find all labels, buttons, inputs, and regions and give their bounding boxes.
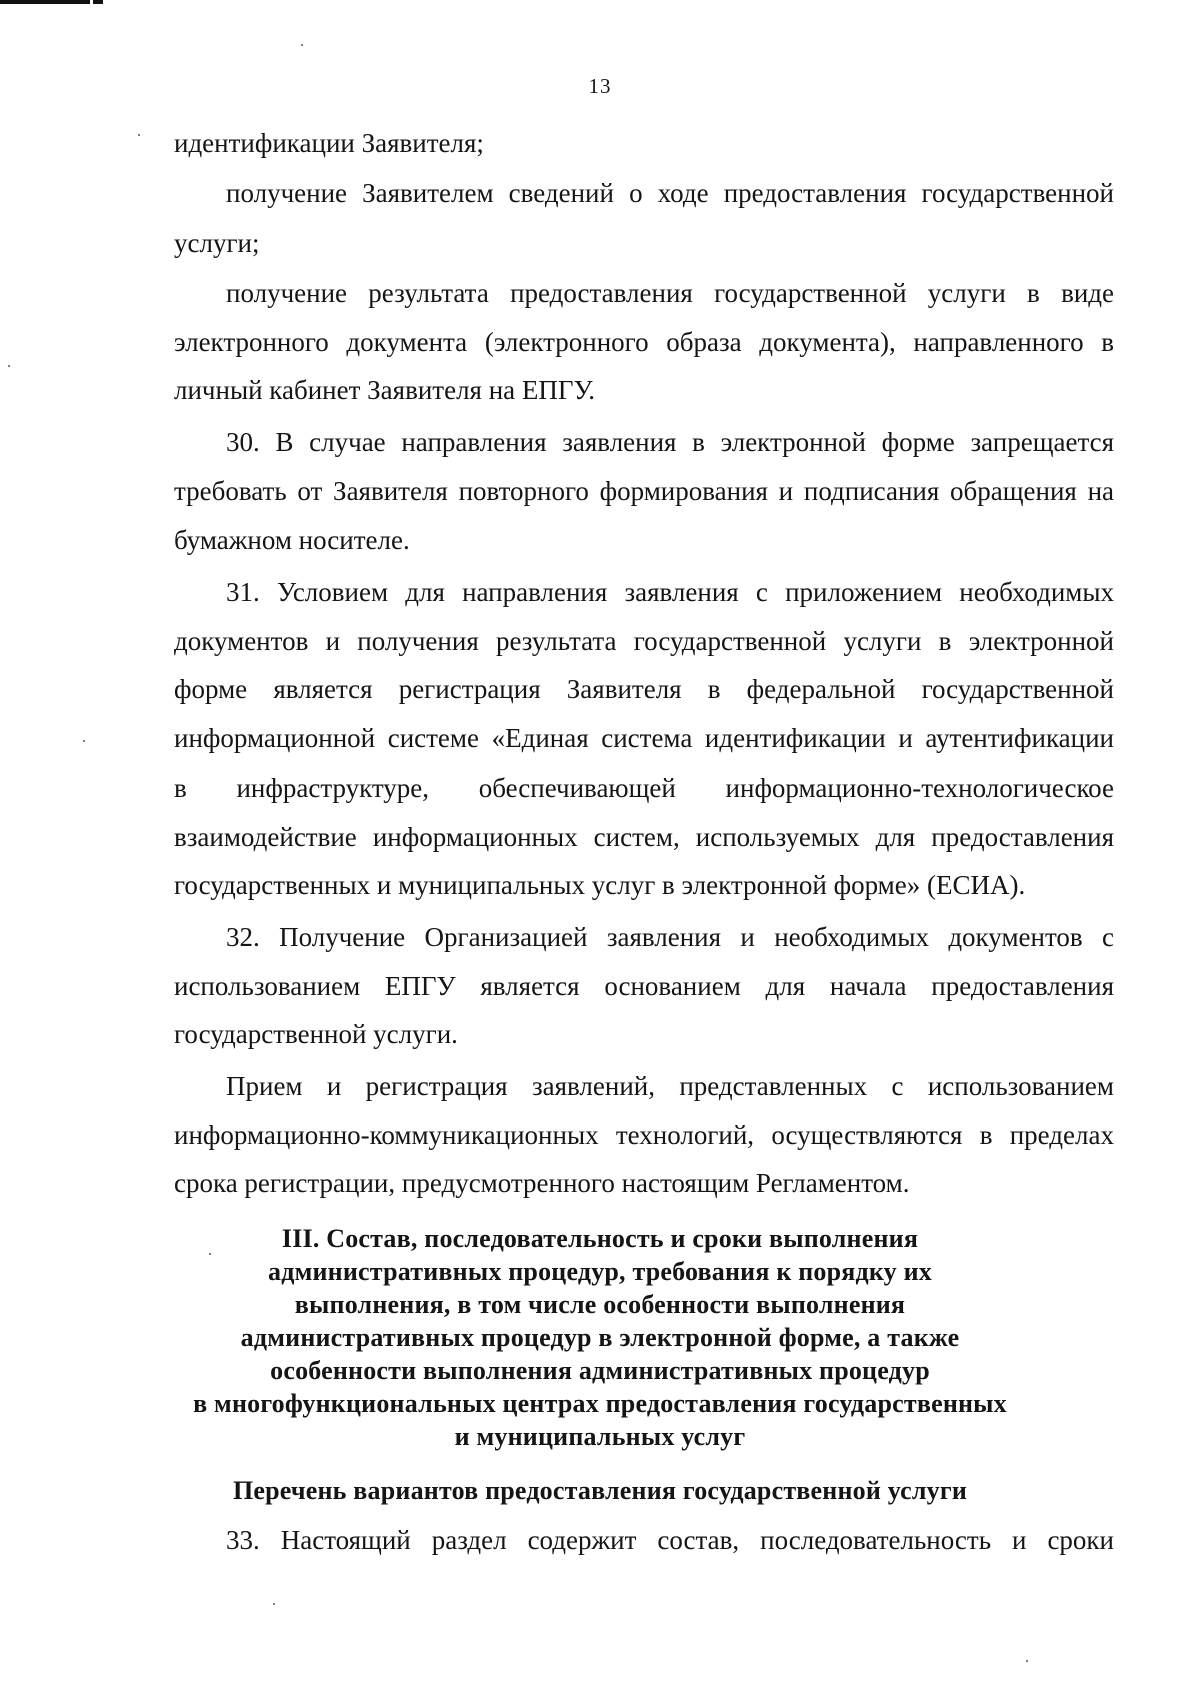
text-line: 33. Настоящий раздел содержит состав, последовательность и сроки [226,1525,1114,1555]
section-heading-line: административных процедур, требования к порядку их [268,1257,932,1286]
section-heading-line: и муниципальных услуг [454,1422,746,1451]
section-heading-line: особенности выполнения административных процедур [270,1356,930,1385]
section-heading-line: административных процедур в электронной форме, а также [240,1323,960,1352]
scan-speck [209,1253,211,1255]
text-line: получение результата предоставления государственной услуги в виде [226,278,1114,308]
text-line: 31. Условием для направления заявления с приложением необходимых [226,577,1114,607]
text-line: Прием и регистрация заявлений, представленных с использованием [226,1071,1114,1101]
text-line: услуги; [174,228,260,258]
scan-speck [1026,1660,1028,1662]
text-line: информационно-коммуникационных технологий, осуществляются в пределах [174,1120,1114,1150]
text-line: 30. В случае направления заявления в электронной форме запрещается [226,427,1114,457]
text-line: электронного документа (электронного образа документа), направленного в [174,327,1114,357]
scan-speck [83,740,85,742]
scan-speck [138,134,140,136]
scan-edge-mark [0,0,90,4]
text-line: форме является регистрация Заявителя в федеральной государственной [174,674,1114,704]
scan-speck [301,44,303,46]
text-line: требовать от Заявителя повторного формирования и подписания обращения на [174,476,1114,506]
page-number: 13 [588,74,612,98]
section-heading-line: в многофункциональных центрах предоставления государственных [193,1389,1007,1418]
text-line: в инфраструктуре, обеспечивающей информационно-технологическое [174,773,1114,803]
subheading: Перечень вариантов предоставления государственной услуги [232,1476,968,1505]
scan-speck [273,1603,275,1605]
text-line: срока регистрации, предусмотренного настоящим Регламентом. [174,1168,910,1198]
scan-edge-mark [93,0,103,4]
text-line: взаимодействие информационных систем, используемых для предоставления [174,822,1114,852]
section-heading-line: III. Состав, последовательность и сроки выполнения [281,1224,919,1253]
section-heading-line: выполнения, в том числе особенности выполнения [294,1290,906,1319]
text-line: государственной услуги. [174,1019,458,1049]
text-line: бумажном носителе. [174,525,410,555]
text-line: использованием ЕПГУ является основанием для начала предоставления [174,971,1114,1001]
text-line: личный кабинет Заявителя на ЕПГУ. [174,375,595,405]
text-line: идентификации Заявителя; [174,128,484,158]
text-line: документов и получения результата государственной услуги в электронной [174,626,1114,656]
scan-speck [8,365,10,367]
text-line: государственных и муниципальных услуг в электронной форме» (ЕСИА). [174,870,1026,900]
text-line: получение Заявителем сведений о ходе предоставления государственной [226,178,1114,208]
text-line: 32. Получение Организацией заявления и необходимых документов с [226,922,1114,952]
text-line: информационной системе «Единая система идентификации и аутентификации [174,723,1114,753]
